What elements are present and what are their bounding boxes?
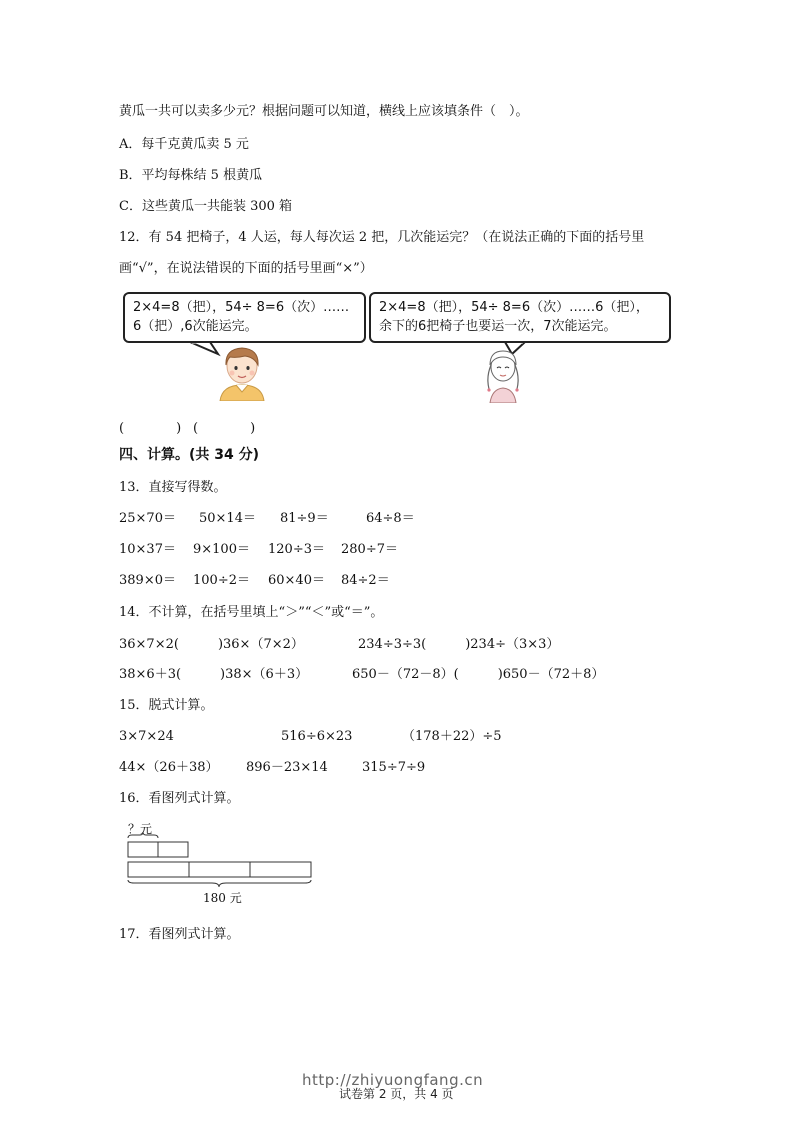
q12-stem-line2: 画“√”，在说法错误的下面的括号里画“×”） [119,261,373,276]
q13-item: 84÷2＝ [341,573,390,588]
bubble-girl-line2: 余下的6把椅子也要运一次，7次能运完。 [379,319,617,334]
q14-item: 36×7×2( )36×（7×2） [119,637,304,652]
q11-stem: 黄瓜一共可以卖多少元？根据问题可以知道，横线上应该填条件（ ）。 [119,104,529,119]
answer-paren-right[interactable]: ( ) [193,421,256,436]
q15-title: 15．脱式计算。 [119,698,214,713]
q15-item: （178＋22）÷5 [402,729,502,744]
q13-item: 9×100＝ [193,542,250,557]
q13-item: 60×40＝ [268,573,325,588]
section-title: 四、计算。(共 34 分) [119,447,260,463]
bubble-tails [0,0,793,420]
q14-item: 234÷3÷3( )234÷（3×3） [358,637,560,652]
q13-item: 25×70＝ [119,511,176,526]
q15-item: 315÷7÷9 [362,760,426,775]
q14-title: 14．不计算，在括号里填上“＞”“＜”或“＝”。 [119,605,384,620]
diagram-bottom-label: 180 元 [203,891,242,905]
speech-bubble-boy [123,292,366,343]
diagram-top-label: ？元 [128,822,153,836]
bubble-boy-line1: 2×4=8（把），54÷ 8=6（次）…… [133,300,350,315]
q13-item: 81÷9＝ [280,511,329,526]
q16-title: 16．看图列式计算。 [119,791,240,806]
segment-diagram [120,832,320,892]
q13-item: 100÷2＝ [193,573,250,588]
q15-item: 3×7×24 [119,729,174,744]
q12-stem-line1: 12．有 54 把椅子，4 人运，每人每次运 2 把，几次能运完？（在说法正确的下面的括号里 [119,230,645,245]
q11-option-b: B．平均每株结 5 根黄瓜 [119,168,263,183]
speech-bubble-girl [369,292,671,343]
q15-item: 44×（26＋38） [119,760,219,775]
q13-title: 13．直接写得数。 [119,480,227,495]
q15-item: 896－23×14 [246,760,328,775]
q13-item: 50×14＝ [199,511,256,526]
q15-item: 516÷6×23 [281,729,353,744]
girl-icon [478,343,528,403]
q13-item: 64÷8＝ [366,511,415,526]
bubble-girl-line1: 2×4=8（把），54÷ 8=6（次）……6（把）， [379,300,649,315]
q11-option-c: C．这些黄瓜一共能装 300 箱 [119,199,293,214]
q13-item: 280÷7＝ [341,542,398,557]
q11-option-a: A．每千克黄瓜卖 5 元 [119,137,249,152]
boy-icon [212,343,272,401]
watermark: http://zhiyuongfang.cn [302,1071,484,1089]
q17-title: 17．看图列式计算。 [119,927,240,942]
bubble-boy-line2: 6（把）,6次能运完。 [133,319,258,334]
q13-item: 389×0＝ [119,573,176,588]
q13-item: 120÷3＝ [268,542,325,557]
q13-item: 10×37＝ [119,542,176,557]
answer-paren-left[interactable]: ( ) [119,421,182,436]
page-number: 试卷第 2 页，共 4 页 [339,1087,454,1101]
q14-item: 38×6＋3( )38×（6＋3） [119,667,309,682]
q14-item: 650－（72－8）( )650－（72＋8） [352,667,605,682]
